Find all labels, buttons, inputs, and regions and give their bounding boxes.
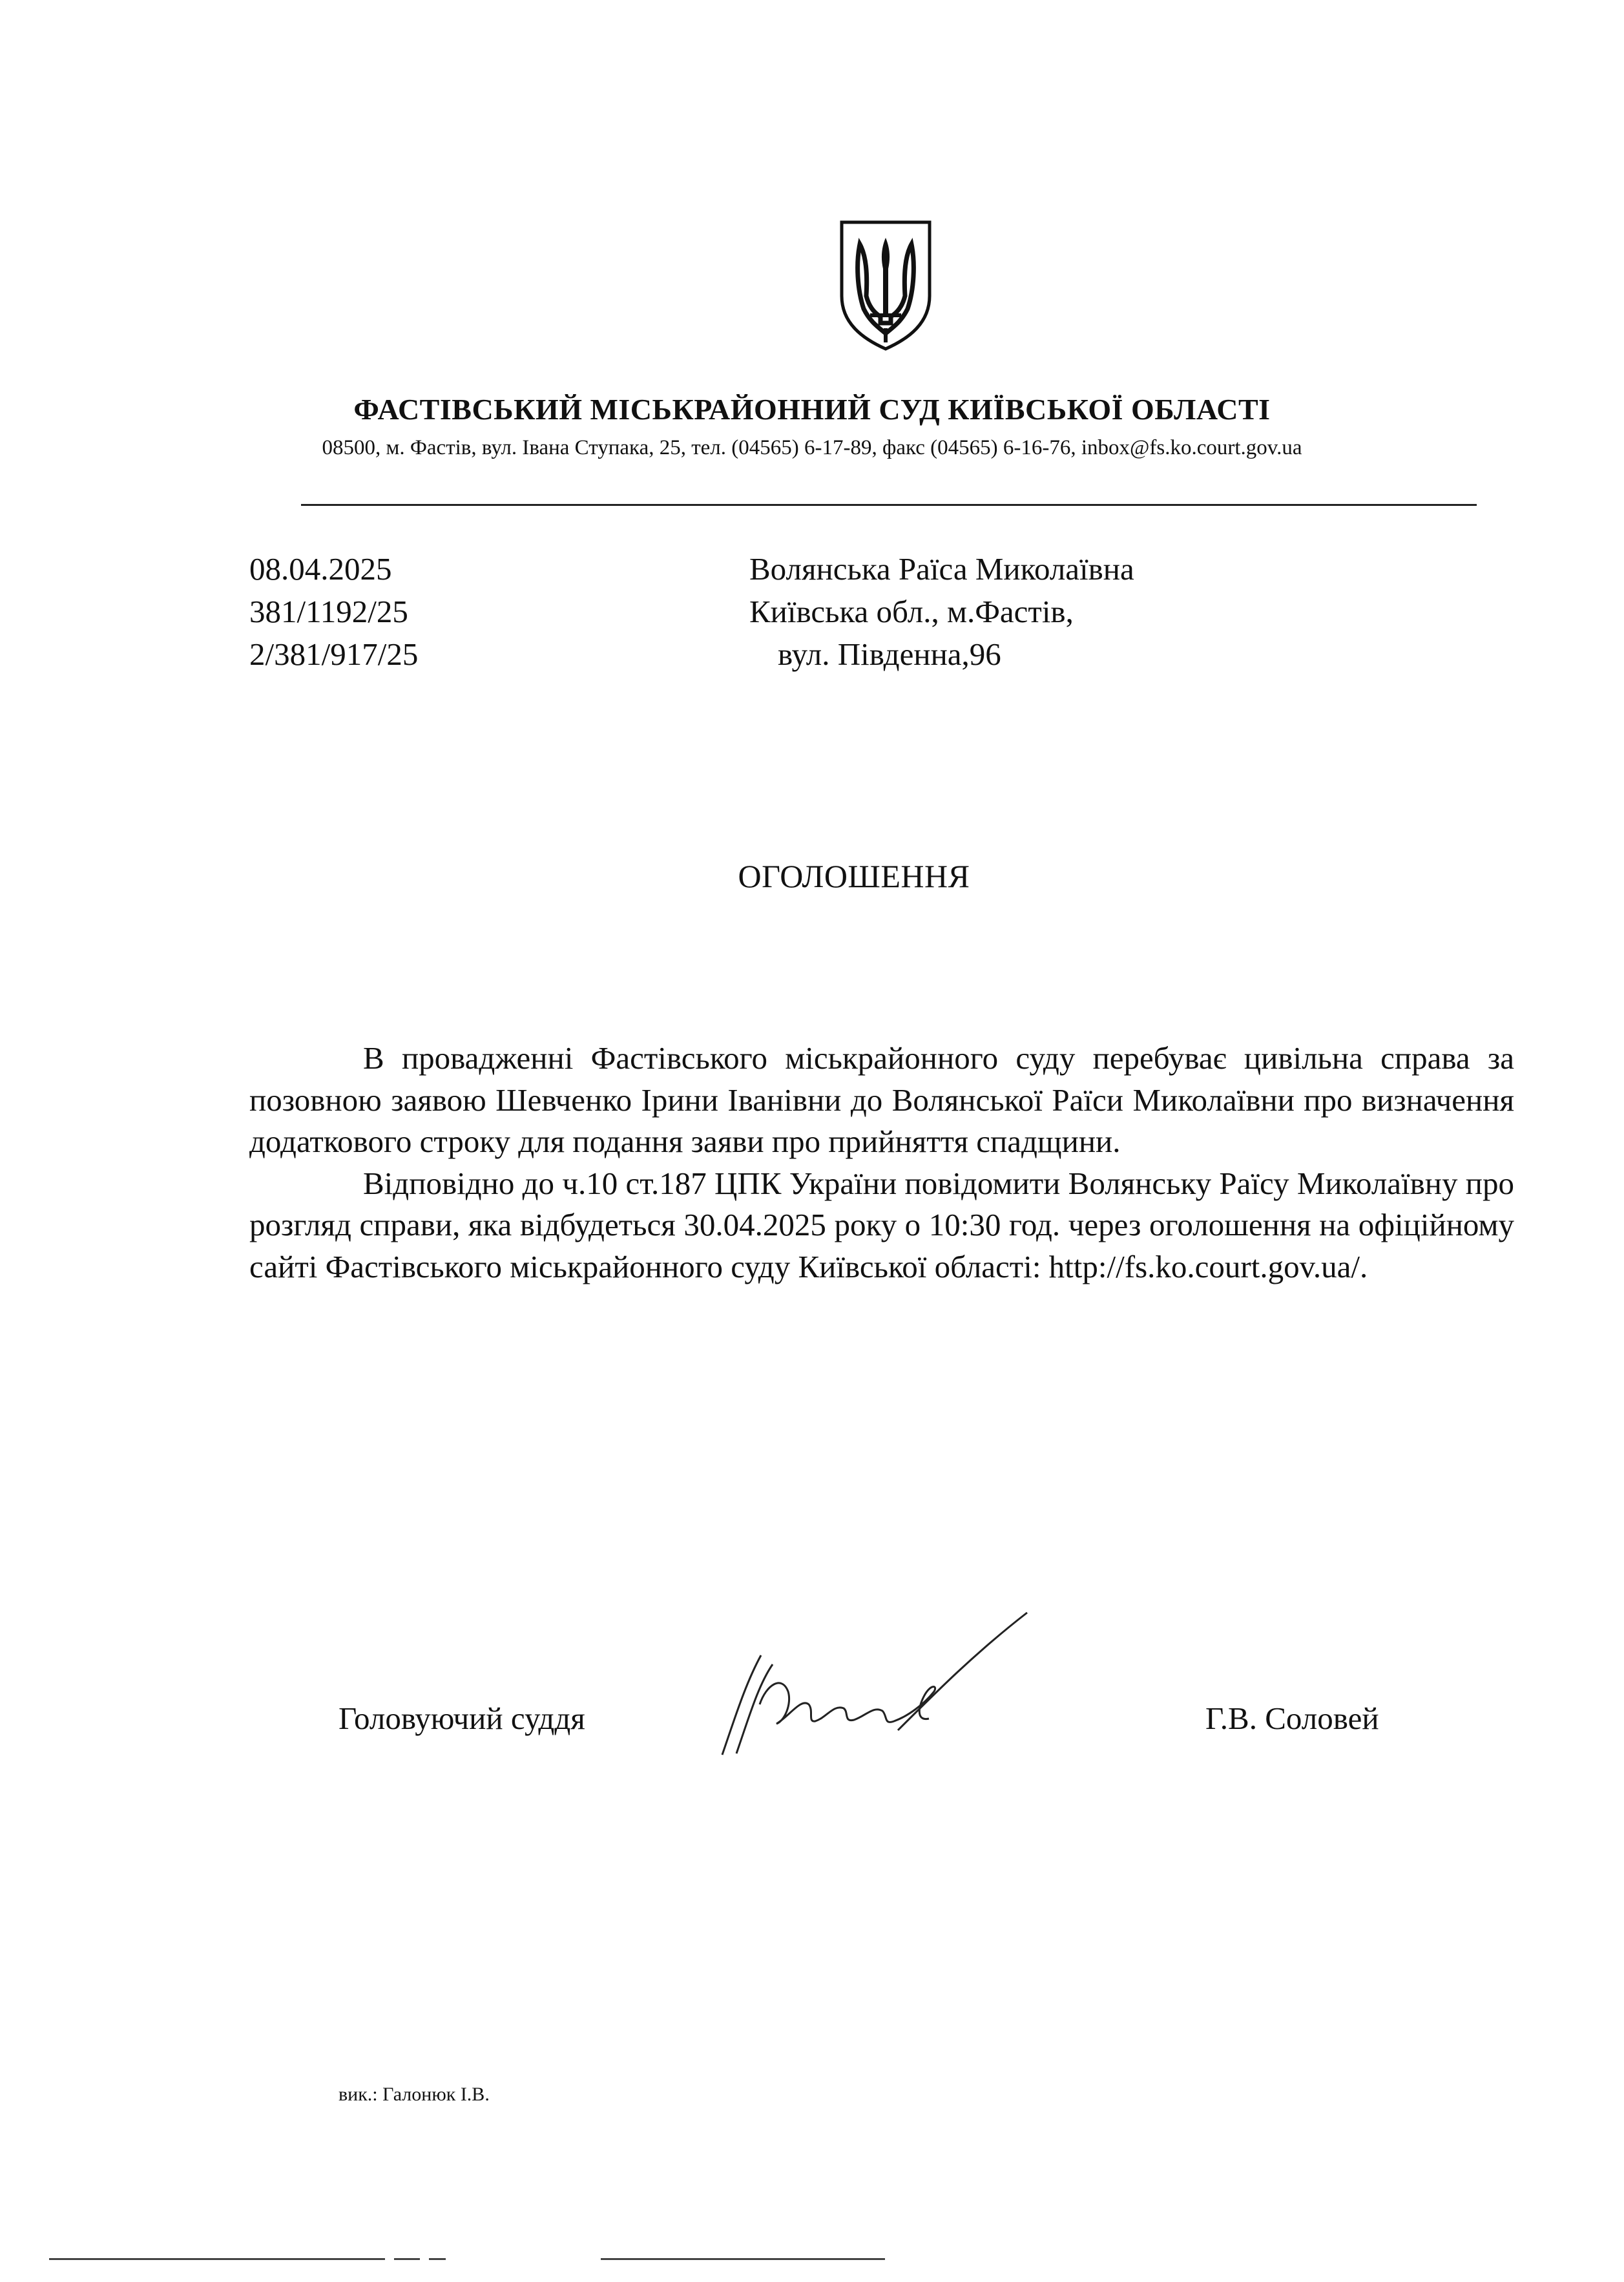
recipient-address-line-1: Київська обл., м.Фастів, [749,594,1074,629]
footer-divider-right [601,2258,885,2260]
recipient-block [749,548,1134,676]
header-divider [301,504,1477,506]
document-date: 08.04.2025 [249,551,392,587]
footer-divider-left [49,2258,385,2260]
trident-emblem-icon [838,218,933,351]
proceeding-number: 2/381/917/25 [249,636,419,672]
executor-note: вик.: Галонюк І.В. [338,2084,490,2105]
body-paragraph-1: В провадженні Фастівського міськрайонного суду перебуває цивільна справа за позовною заявою Шевченко Ірини Іванівни до Волянської Раїси Миколаївни про визначення додаткового строку для подання заяви про прийняття спадщини. [249,1040,1514,1159]
case-number: 381/1192/25 [249,594,408,629]
handwritten-signature-icon [704,1607,1046,1763]
court-name: ФАСТІВСЬКИЙ МІСЬКРАЙОННИЙ СУД КИЇВСЬКОЇ ОБЛАСТІ [353,393,1271,426]
body-paragraph-2: Відповідно до ч.10 ст.187 ЦПК України повідомити Волянську Раїсу Миколаївну про розгляд справи, яка відбудеться 30.04.2025 року о 10:30 год. через оголошення на офіційному сайті Фастівського міськрайонного суду Київської області: http://fs.ko.court.gov.ua/. [249,1165,1514,1284]
footer-divider-dash-2 [429,2258,446,2260]
document-body [249,1038,1514,1288]
signatory-name: Г.В. Соловей [1205,1701,1379,1736]
document-title: ОГОЛОШЕННЯ [738,858,970,894]
document-references [249,548,418,676]
court-contacts: 08500, м. Фастів, вул. Івана Ступака, 25, тел. (04565) 6-17-89, факс (04565) 6-16-76, inbox@fs.ko.court.gov.ua [322,436,1302,459]
recipient-address-line-2: вул. Південна,96 [778,636,1001,672]
signatory-role: Головуючий суддя [338,1701,585,1736]
recipient-name: Волянська Раїса Миколаївна [749,551,1134,587]
footer-divider-dash-1 [394,2258,420,2260]
